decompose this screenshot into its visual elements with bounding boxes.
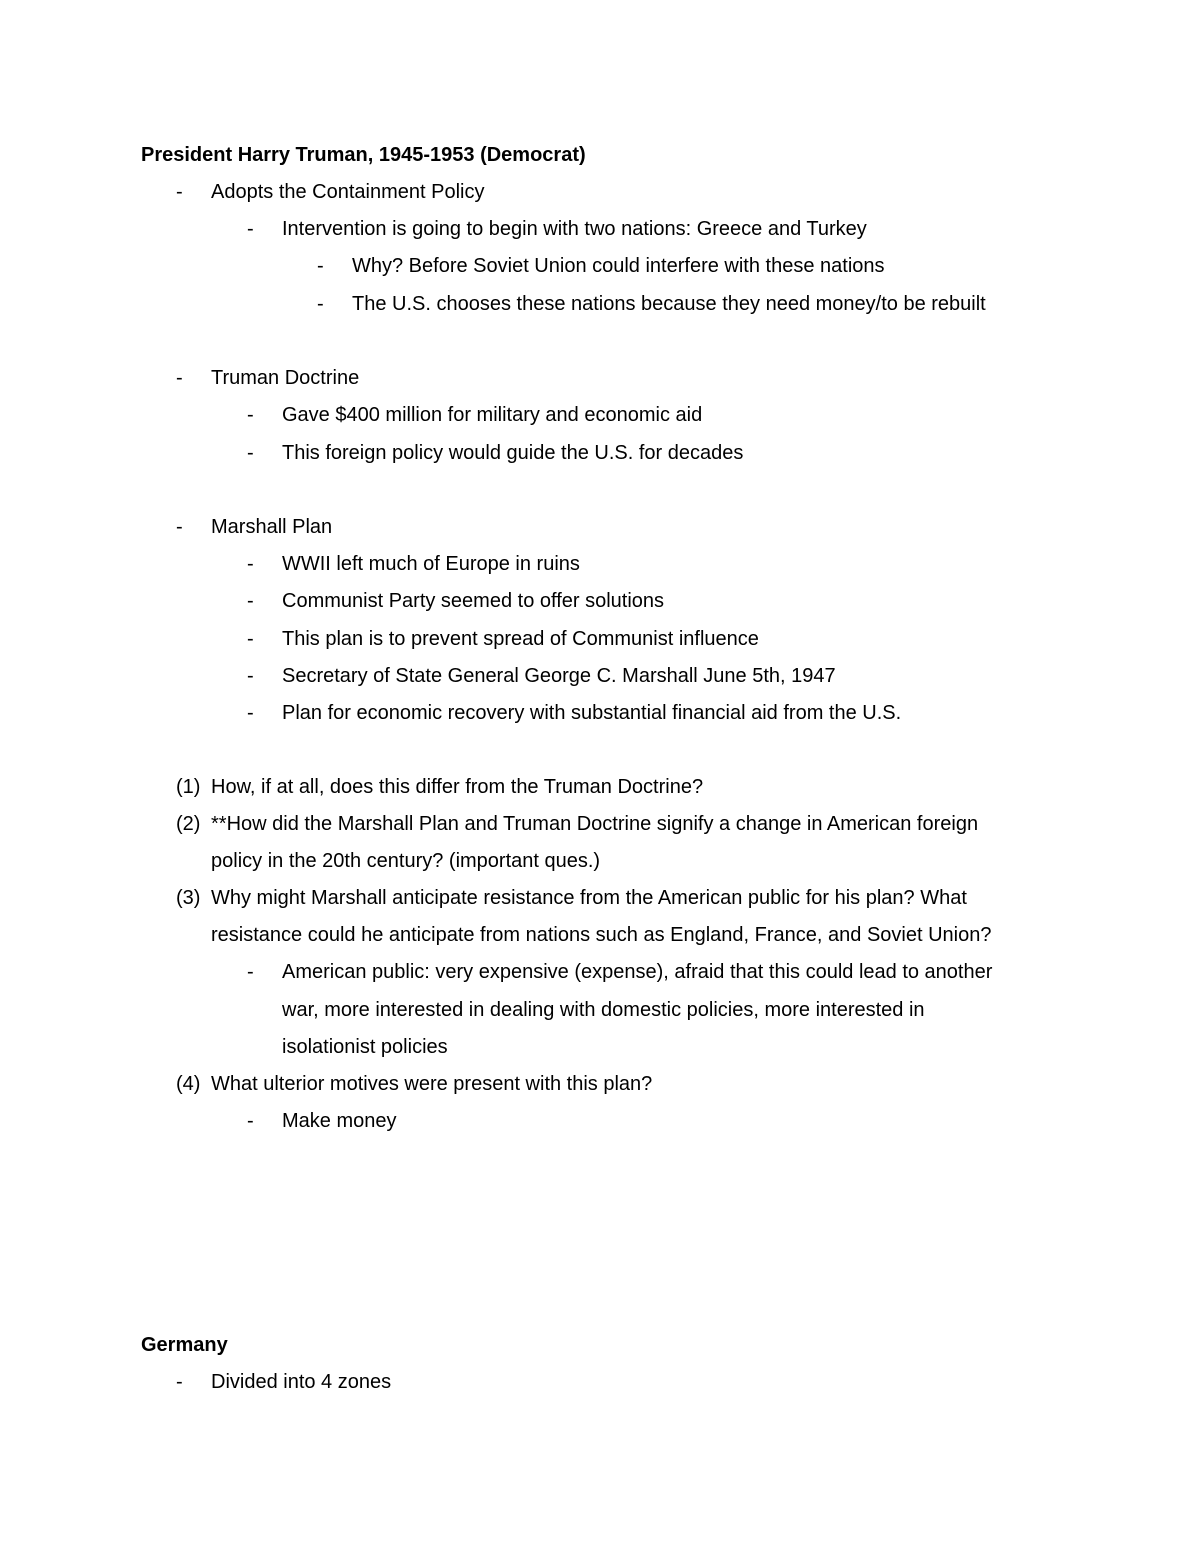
- question-text: Why might Marshall anticipate resistance from the American public for his plan? What: [211, 887, 967, 909]
- bullet-dash: -: [247, 218, 254, 240]
- list-item: WWII left much of Europe in ruins: [282, 553, 580, 575]
- bullet-dash: -: [247, 404, 254, 426]
- bullet-dash: -: [317, 255, 324, 277]
- bullet-dash: -: [176, 367, 183, 389]
- question-text: What ulterior motives were present with this plan?: [211, 1073, 653, 1095]
- bullet-dash: -: [247, 665, 254, 687]
- list-item: Divided into 4 zones: [211, 1371, 392, 1393]
- bullet-dash: -: [247, 961, 254, 983]
- question-text: **How did the Marshall Plan and Truman Doctrine signify a change in American foreign: [211, 813, 979, 835]
- list-item: Communist Party seemed to offer solutions: [282, 590, 665, 612]
- list-item: Gave $400 million for military and economic aid: [282, 404, 703, 426]
- answer-text: war, more interested in dealing with domestic policies, more interested in: [282, 999, 925, 1021]
- question-number: (1): [176, 776, 201, 798]
- question-text: policy in the 20th century? (important ques.): [211, 850, 601, 872]
- bullet-dash: -: [247, 590, 254, 612]
- list-item: Secretary of State General George C. Marshall June 5th, 1947: [282, 665, 836, 687]
- list-item: Plan for economic recovery with substantial financial aid from the U.S.: [282, 702, 902, 724]
- question-number: (2): [176, 813, 201, 835]
- list-item: This foreign policy would guide the U.S. for decades: [282, 442, 744, 464]
- section-heading-germany: Germany: [141, 1334, 228, 1356]
- bullet-dash: -: [176, 516, 183, 538]
- bullet-dash: -: [247, 628, 254, 650]
- list-item: Why? Before Soviet Union could interfere with these nations: [352, 255, 885, 277]
- question-text: How, if at all, does this differ from the Truman Doctrine?: [211, 776, 704, 798]
- bullet-dash: -: [176, 1371, 183, 1393]
- bullet-dash: -: [247, 1110, 254, 1132]
- bullet-dash: -: [176, 181, 183, 203]
- bullet-dash: -: [247, 553, 254, 575]
- bullet-dash: -: [317, 293, 324, 315]
- section-heading-truman: President Harry Truman, 1945-1953 (Democrat): [141, 144, 586, 166]
- question-number: (3): [176, 887, 201, 909]
- answer-text: Make money: [282, 1110, 397, 1132]
- list-item: Marshall Plan: [211, 516, 333, 538]
- list-item: The U.S. chooses these nations because they need money/to be rebuilt: [352, 293, 986, 315]
- list-item: Truman Doctrine: [211, 367, 360, 389]
- question-text: resistance could he anticipate from nations such as England, France, and Soviet Union?: [211, 924, 992, 946]
- answer-text: isolationist policies: [282, 1036, 448, 1058]
- bullet-dash: -: [247, 442, 254, 464]
- list-item: Intervention is going to begin with two nations: Greece and Turkey: [282, 218, 867, 240]
- answer-text: American public: very expensive (expense), afraid that this could lead to another: [282, 961, 993, 983]
- bullet-dash: -: [247, 702, 254, 724]
- list-item: This plan is to prevent spread of Communist influence: [282, 628, 759, 650]
- question-number: (4): [176, 1073, 201, 1095]
- list-item: Adopts the Containment Policy: [211, 181, 485, 203]
